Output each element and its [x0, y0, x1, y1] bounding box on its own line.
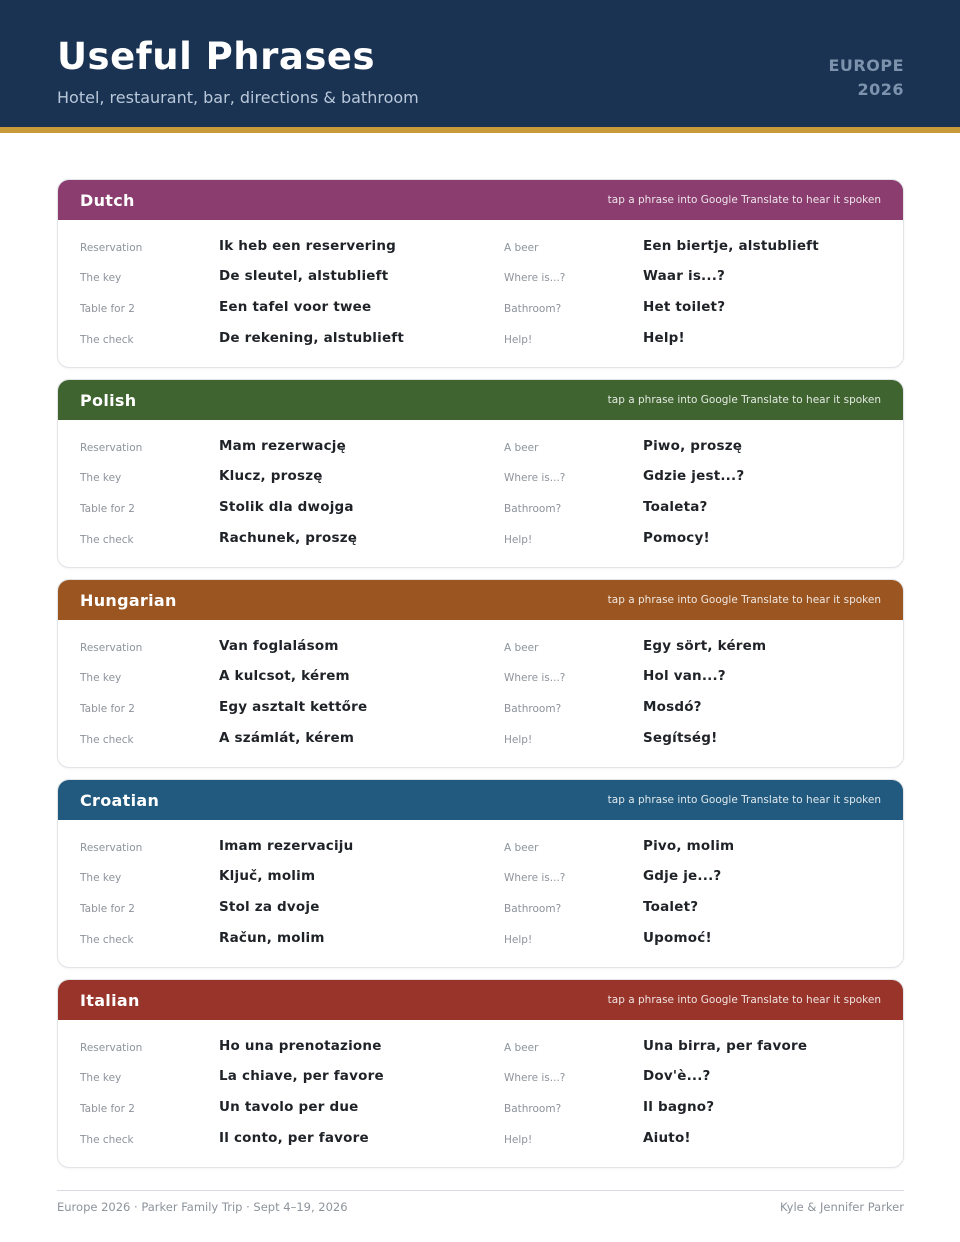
phrase-label: The check: [80, 334, 134, 346]
phrase-row: [58, 695, 903, 725]
phrase-text[interactable]: Il conto, per favore: [219, 1130, 369, 1146]
phrase-text[interactable]: Il bagno?: [643, 1099, 715, 1115]
phrase-label: Where is...?: [504, 672, 566, 684]
phrase-label: Table for 2: [80, 703, 135, 715]
translate-hint: tap a phrase into Google Translate to hear it spoken: [607, 794, 881, 806]
phrase-card-croatian: [57, 779, 904, 968]
phrase-row: [58, 1064, 903, 1094]
phrase-label: Help!: [504, 934, 533, 946]
badge-year: 2026: [857, 80, 904, 99]
phrase-label: Bathroom?: [504, 903, 562, 915]
phrase-text[interactable]: Dov'è...?: [643, 1068, 711, 1084]
phrase-row: [58, 495, 903, 525]
page-header: [0, 0, 960, 127]
phrase-text[interactable]: Imam rezervaciju: [219, 838, 354, 854]
phrase-text[interactable]: Mosdó?: [643, 699, 702, 715]
phrase-row: [58, 326, 903, 356]
phrase-text[interactable]: Stol za dvoje: [219, 899, 320, 915]
phrase-label: Help!: [504, 534, 533, 546]
phrase-row: [58, 434, 903, 464]
phrase-label: The check: [80, 934, 134, 946]
phrase-label: Help!: [504, 1134, 533, 1146]
phrase-label: Where is...?: [504, 872, 566, 884]
phrase-text[interactable]: Gdje je...?: [643, 868, 722, 884]
phrase-row: [58, 264, 903, 294]
phrase-label: Table for 2: [80, 303, 135, 315]
phrase-label: A beer: [504, 242, 539, 254]
phrase-label: A beer: [504, 642, 539, 654]
translate-hint: tap a phrase into Google Translate to hear it spoken: [607, 394, 881, 406]
phrase-label: Help!: [504, 334, 533, 346]
phrase-card-hungarian: [57, 579, 904, 768]
phrase-label: Where is...?: [504, 472, 566, 484]
phrase-row: [58, 726, 903, 756]
page-title: Useful Phrases: [57, 35, 375, 78]
phrase-text[interactable]: La chiave, per favore: [219, 1068, 384, 1084]
language-name: Polish: [80, 390, 137, 410]
badge-region: EUROPE: [828, 56, 904, 75]
phrase-label: Reservation: [80, 642, 143, 654]
card-header: [58, 780, 903, 820]
phrase-row: [58, 864, 903, 894]
phrase-row: [58, 1126, 903, 1156]
phrase-card-dutch: [57, 179, 904, 368]
phrase-text[interactable]: Segítség!: [643, 730, 718, 746]
phrase-label: The check: [80, 1134, 134, 1146]
phrase-label: The key: [80, 472, 122, 484]
phrase-label: A beer: [504, 842, 539, 854]
footer-trip-info: Europe 2026 · Parker Family Trip · Sept 4–19, 2026: [57, 1200, 348, 1214]
phrase-card-polish: [57, 379, 904, 568]
phrase-label: Table for 2: [80, 903, 135, 915]
phrase-text[interactable]: Egy sört, kérem: [643, 638, 767, 654]
phrase-text[interactable]: Een tafel voor twee: [219, 299, 372, 315]
card-header: [58, 580, 903, 620]
phrase-label: Where is...?: [504, 1072, 566, 1084]
language-name: Dutch: [80, 190, 135, 210]
phrase-label: The check: [80, 734, 134, 746]
phrase-text[interactable]: Ik heb een reservering: [219, 238, 397, 254]
phrase-row: [58, 234, 903, 264]
phrase-label: Bathroom?: [504, 703, 562, 715]
phrase-text[interactable]: Pivo, molim: [643, 838, 735, 854]
phrase-row: [58, 664, 903, 694]
phrase-text[interactable]: Mam rezerwację: [219, 438, 346, 454]
phrase-row: [58, 464, 903, 494]
phrase-label: Bathroom?: [504, 503, 562, 515]
phrase-text[interactable]: Een biertje, alstublieft: [643, 238, 819, 254]
phrase-text[interactable]: Klucz, proszę: [219, 468, 323, 484]
language-name: Croatian: [80, 790, 160, 810]
translate-hint: tap a phrase into Google Translate to hear it spoken: [607, 994, 881, 1006]
phrase-text[interactable]: Ho una prenotazione: [219, 1038, 382, 1054]
footer-authors: Kyle & Jennifer Parker: [779, 1200, 904, 1214]
phrase-label: The key: [80, 272, 122, 284]
phrase-label: The key: [80, 1072, 122, 1084]
phrase-text[interactable]: De sleutel, alstublieft: [219, 268, 389, 284]
phrase-row: [58, 834, 903, 864]
phrase-label: The check: [80, 534, 134, 546]
phrase-text[interactable]: Un tavolo per due: [219, 1099, 359, 1115]
phrase-text[interactable]: Gdzie jest...?: [643, 468, 745, 484]
phrase-text[interactable]: Ključ, molim: [219, 868, 316, 884]
phrase-text[interactable]: Het toilet?: [643, 299, 726, 315]
phrase-card-italian: [57, 979, 904, 1168]
header-accent-rule: [0, 127, 960, 133]
phrase-label: A beer: [504, 1042, 539, 1054]
trip-badge: [829, 54, 905, 102]
phrase-text[interactable]: Toalet?: [643, 899, 699, 915]
language-name: Italian: [80, 990, 140, 1010]
phrase-text[interactable]: Hol van...?: [643, 668, 726, 684]
phrase-text[interactable]: Piwo, proszę: [643, 438, 743, 454]
phrase-row: [58, 295, 903, 325]
phrase-label: Reservation: [80, 442, 143, 454]
phrase-row: [58, 895, 903, 925]
phrase-text[interactable]: Waar is...?: [643, 268, 726, 284]
phrase-label: Reservation: [80, 842, 143, 854]
phrase-text[interactable]: Van foglalásom: [219, 638, 339, 654]
phrase-text[interactable]: Help!: [643, 330, 685, 346]
phrase-row: [58, 1034, 903, 1064]
phrase-label: Reservation: [80, 1042, 143, 1054]
card-header: [58, 180, 903, 220]
phrase-label: Bathroom?: [504, 303, 562, 315]
card-header: [58, 980, 903, 1020]
phrase-label: The key: [80, 672, 122, 684]
page-subtitle: Hotel, restaurant, bar, directions & bathroom: [57, 88, 419, 107]
phrase-text[interactable]: Egy asztalt kettőre: [219, 699, 368, 715]
phrase-text[interactable]: Aiuto!: [643, 1130, 691, 1146]
phrase-label: Where is...?: [504, 272, 566, 284]
phrase-text[interactable]: Rachunek, proszę: [219, 530, 358, 546]
phrase-label: Table for 2: [80, 503, 135, 515]
phrase-row: [58, 526, 903, 556]
phrase-label: Reservation: [80, 242, 143, 254]
phrase-text[interactable]: Una birra, per favore: [643, 1038, 808, 1054]
translate-hint: tap a phrase into Google Translate to hear it spoken: [607, 194, 881, 206]
language-name: Hungarian: [80, 590, 177, 610]
phrase-row: [58, 926, 903, 956]
phrase-text[interactable]: Stolik dla dwojga: [219, 499, 354, 515]
translate-hint: tap a phrase into Google Translate to hear it spoken: [607, 594, 881, 606]
phrase-text[interactable]: De rekening, alstublieft: [219, 330, 405, 346]
phrase-text[interactable]: Upomoć!: [643, 930, 712, 946]
phrase-text[interactable]: Pomocy!: [643, 530, 710, 546]
phrase-label: The key: [80, 872, 122, 884]
phrase-label: Table for 2: [80, 1103, 135, 1115]
phrase-text[interactable]: A számlát, kérem: [219, 730, 355, 746]
phrase-row: [58, 1095, 903, 1125]
footer-divider: [57, 1190, 904, 1191]
phrase-text[interactable]: A kulcsot, kérem: [219, 668, 350, 684]
phrase-row: [58, 634, 903, 664]
phrase-label: A beer: [504, 442, 539, 454]
phrase-text[interactable]: Toaleta?: [643, 499, 708, 515]
phrase-label: Help!: [504, 734, 533, 746]
card-header: [58, 380, 903, 420]
phrase-label: Bathroom?: [504, 1103, 562, 1115]
phrase-text[interactable]: Račun, molim: [219, 930, 325, 946]
